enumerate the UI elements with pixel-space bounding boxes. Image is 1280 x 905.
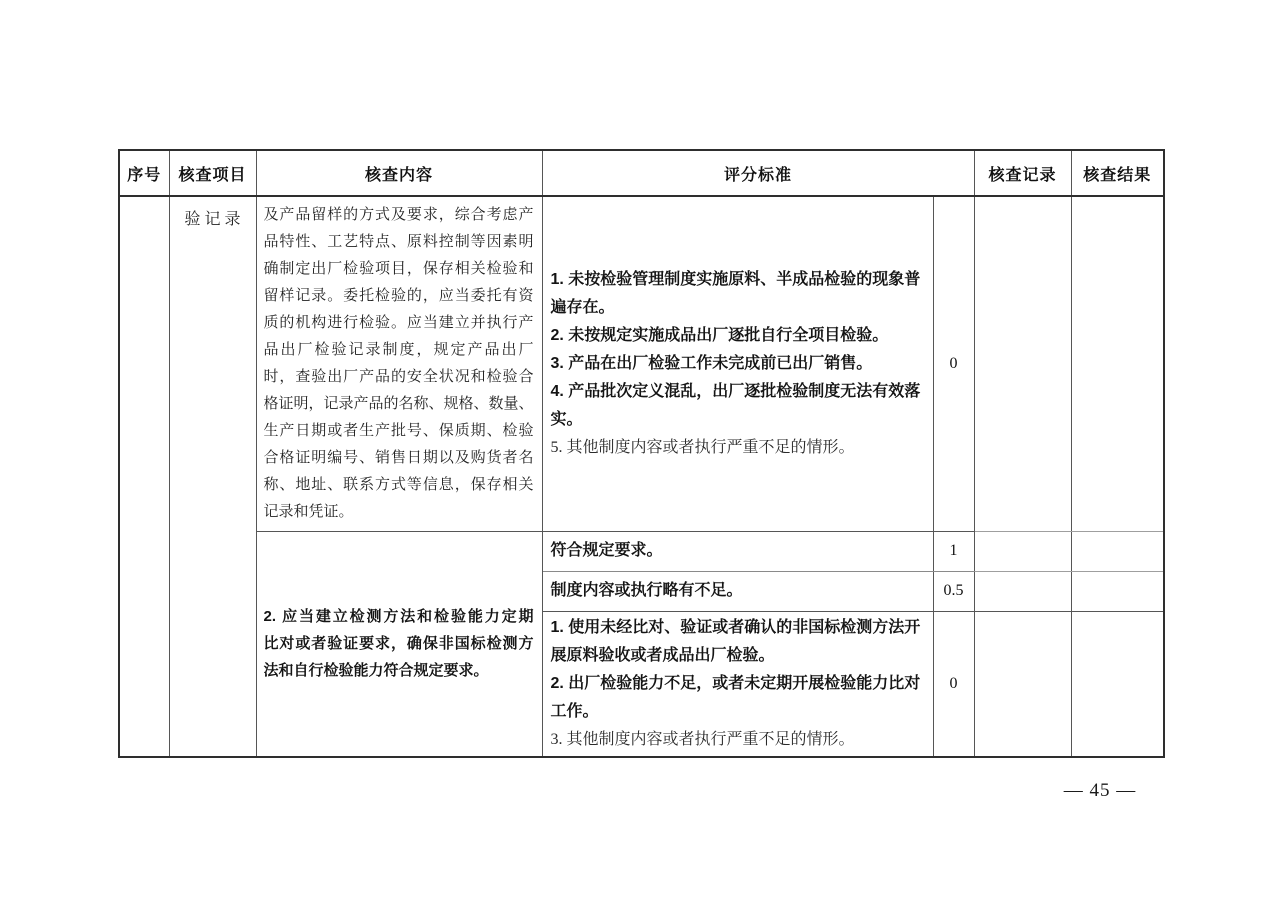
criteria-line: 4. 产品批次定义混乱，出厂逐批检验制度无法有效落: [550, 382, 921, 400]
content-line: 格证明，记录产品的名称、规格、数量、: [263, 396, 534, 412]
col-header-serial: 序号: [119, 150, 169, 196]
criteria-line: 展原料验收或者成品出厂检验。: [550, 646, 775, 664]
criteria-line: 1. 未按检验管理制度实施原料、半成品检验的现象普: [550, 270, 921, 288]
result-cell-4: [1071, 611, 1164, 757]
content-line: 时，查验出厂产品的安全状况和检验合: [263, 369, 534, 385]
criteria-line: 遍存在。: [550, 298, 615, 316]
page-number: — 45 —: [1063, 780, 1137, 801]
content-line: 合格证明编号、销售日期以及购货者名: [263, 450, 534, 466]
check-item-label: 验记录: [184, 211, 245, 228]
content-line: 品出厂检验记录制度，规定产品出厂: [263, 342, 534, 358]
criteria-line: 2. 未按规定实施成品出厂逐批自行全项目检验。: [550, 326, 889, 344]
col-header-content: 核查内容: [256, 150, 542, 196]
score-cell-2: 1: [933, 531, 974, 571]
header-row: [119, 150, 1164, 196]
col-header-item: 核查项目: [169, 150, 256, 196]
table-row: [119, 196, 1164, 531]
content-line: 确制定出厂检验项目，保存相关检验和: [263, 261, 534, 277]
record-cell-1: [974, 196, 1071, 531]
criteria-line: 3. 产品在出厂检验工作未完成前已出厂销售。: [550, 354, 873, 372]
check-item-cell: [169, 196, 256, 757]
col-header-result: 核查结果: [1071, 150, 1164, 196]
record-cell-4: [974, 611, 1071, 757]
criteria-line: 符合规定要求。: [550, 542, 663, 559]
criteria-line: 1. 使用未经比对、验证或者确认的非国标检测方法开: [550, 618, 921, 636]
content-line: 法和自行检验能力符合规定要求。: [263, 662, 489, 679]
result-cell-3: [1071, 571, 1164, 611]
score-cell-1: 0: [933, 196, 974, 531]
result-cell-1: [1071, 196, 1164, 531]
score-cell-4: 0: [933, 611, 974, 757]
criteria-line: 实。: [550, 410, 583, 428]
content-line: 2. 应当建立检测方法和检验能力定期: [263, 608, 534, 625]
content-line: 比对或者验证要求，确保非国标检测方: [263, 635, 534, 652]
content-line: 称、地址、联系方式等信息，保存相关: [263, 477, 534, 493]
record-cell-3: [974, 571, 1071, 611]
scoring-criteria-cell-minor: [542, 571, 933, 611]
record-cell-2: [974, 531, 1071, 571]
content-line: 生产日期或者生产批号、保质期、检验: [263, 423, 534, 439]
criteria-line: 3. 其他制度内容或者执行严重不足的情形。: [550, 730, 855, 748]
scoring-criteria-cell-compliant: [542, 531, 933, 571]
audit-table: [118, 149, 1165, 758]
result-cell-2: [1071, 531, 1164, 571]
content-line: 及产品留样的方式及要求，综合考虑产: [263, 207, 534, 223]
col-header-record: 核查记录: [974, 150, 1071, 196]
scoring-criteria-cell-4: [542, 611, 933, 757]
scoring-criteria-cell-1: [542, 196, 933, 531]
criteria-line: 2. 出厂检验能力不足，或者未定期开展检验能力比对: [550, 674, 921, 692]
check-content-cell-1: [256, 196, 542, 531]
criteria-line: 工作。: [550, 702, 599, 720]
content-line: 记录和凭证。: [263, 504, 354, 520]
content-line: 品特性、工艺特点、原料控制等因素明: [263, 234, 534, 250]
check-content-cell-2: [256, 531, 542, 757]
table-row: [119, 531, 1164, 571]
content-line: 留样记录。委托检验的，应当委托有资: [263, 288, 534, 304]
score-cell-3: 0.5: [933, 571, 974, 611]
criteria-line: 5. 其他制度内容或者执行严重不足的情形。: [550, 438, 855, 456]
criteria-line: 制度内容或执行略有不足。: [550, 582, 743, 599]
serial-cell: [119, 196, 169, 757]
content-line: 质的机构进行检验。应当建立并执行产: [263, 315, 534, 331]
col-header-criteria: 评分标准: [542, 150, 974, 196]
